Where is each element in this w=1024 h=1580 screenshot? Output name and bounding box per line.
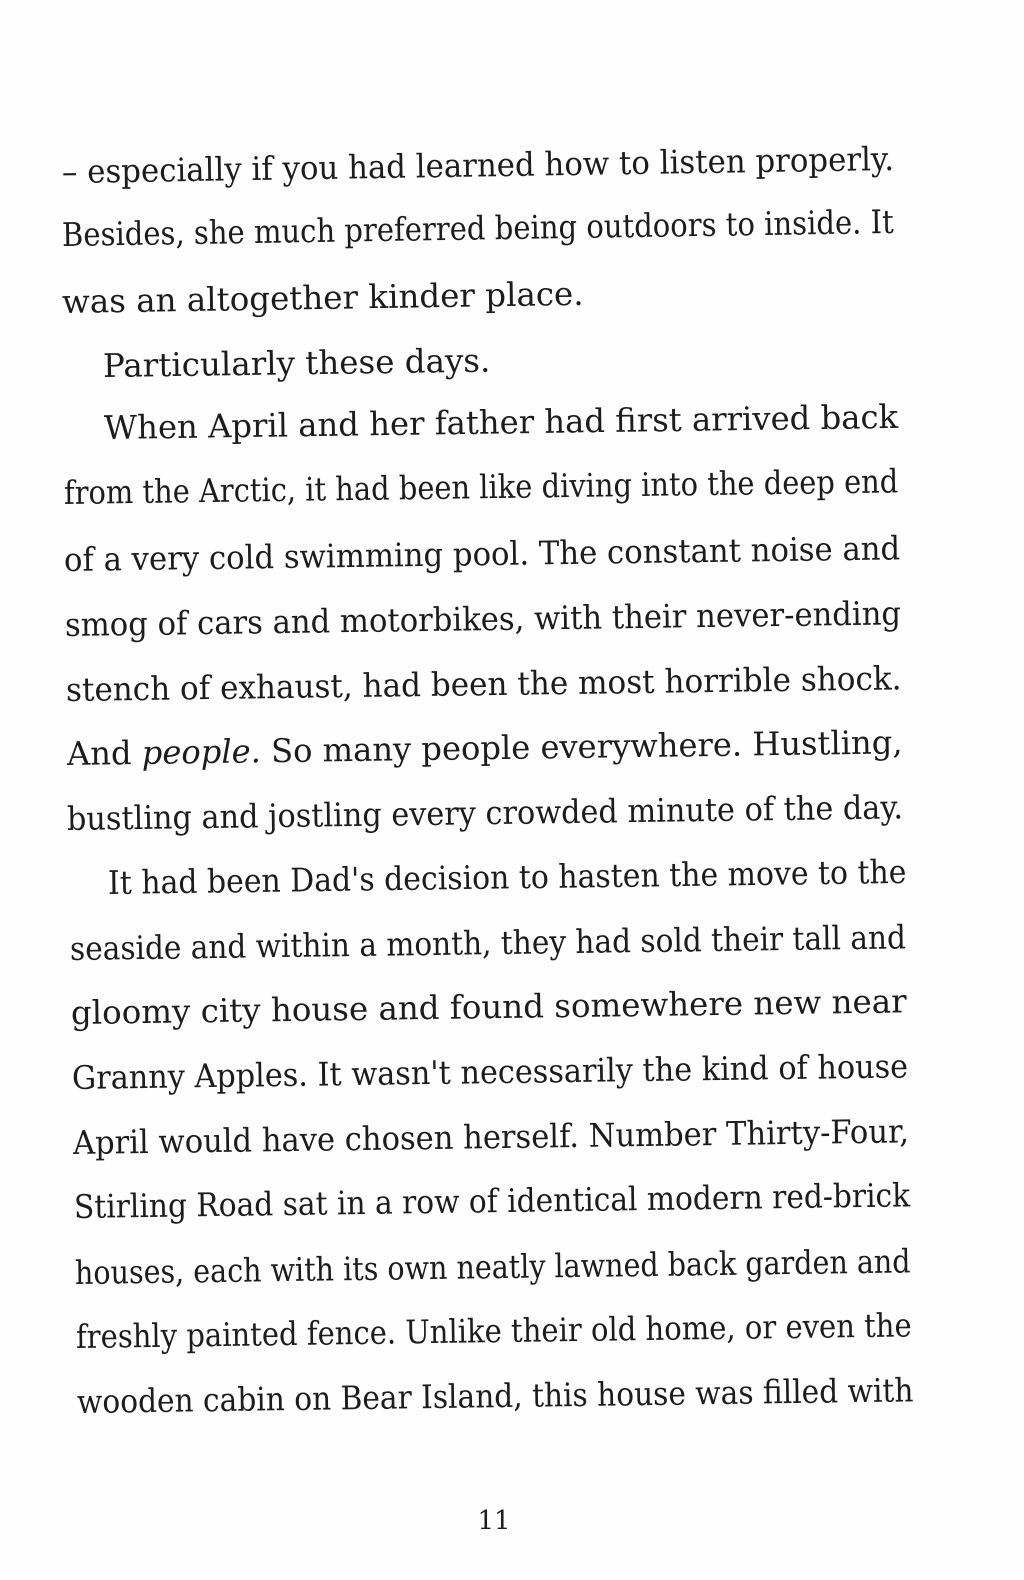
text-line: from the Arctic, it had been like diving into the deep end	[63, 462, 899, 512]
text-line: was an altogether kinder place.	[61, 274, 584, 321]
text-line: smog of cars and motorbikes, with their never-ending	[64, 594, 902, 644]
text-line: Particularly these days.	[102, 341, 491, 385]
text-line: Granny Apples. It wasn't necessarily the kind of house	[71, 1047, 909, 1097]
text-line: Stirling Road sat in a row of identical modern red-brick	[73, 1176, 911, 1226]
text-line: gloomy city house and found somewhere new near	[70, 982, 907, 1032]
page-number: 11	[477, 1506, 511, 1536]
text-line: It had been Dad's decision to hasten the move to the	[107, 852, 907, 902]
text-line: houses, each with its own neatly lawned back garden and	[74, 1242, 911, 1292]
text-line: Besides, she much preferred being outdoors to inside. It	[61, 202, 894, 254]
text-line: April would have chosen herself. Number Thirty-Four,	[72, 1112, 910, 1162]
text-run: So many people everywhere. Hustling,	[270, 723, 903, 771]
text-line	[66, 722, 903, 774]
italic-word: people.	[141, 732, 262, 772]
text-line: bustling and jostling every crowded minute of the day.	[66, 788, 904, 838]
text-line: – especially if you had learned how to listen properly.	[61, 139, 895, 191]
text-line: wooden cabin on Bear Island, this house was filled with	[76, 1371, 914, 1421]
text-line: freshly painted fence. Unlike their old home, or even the	[75, 1306, 912, 1356]
text-line: stench of exhaust, had been the most horrible shock.	[65, 659, 902, 709]
text-run: And	[66, 734, 132, 773]
text-line: of a very cold swimming pool. The constant noise and	[63, 529, 901, 579]
text-line: When April and her father had first arrived back	[103, 397, 899, 447]
text-line: seaside and within a month, they had sold their tall and	[69, 918, 907, 968]
